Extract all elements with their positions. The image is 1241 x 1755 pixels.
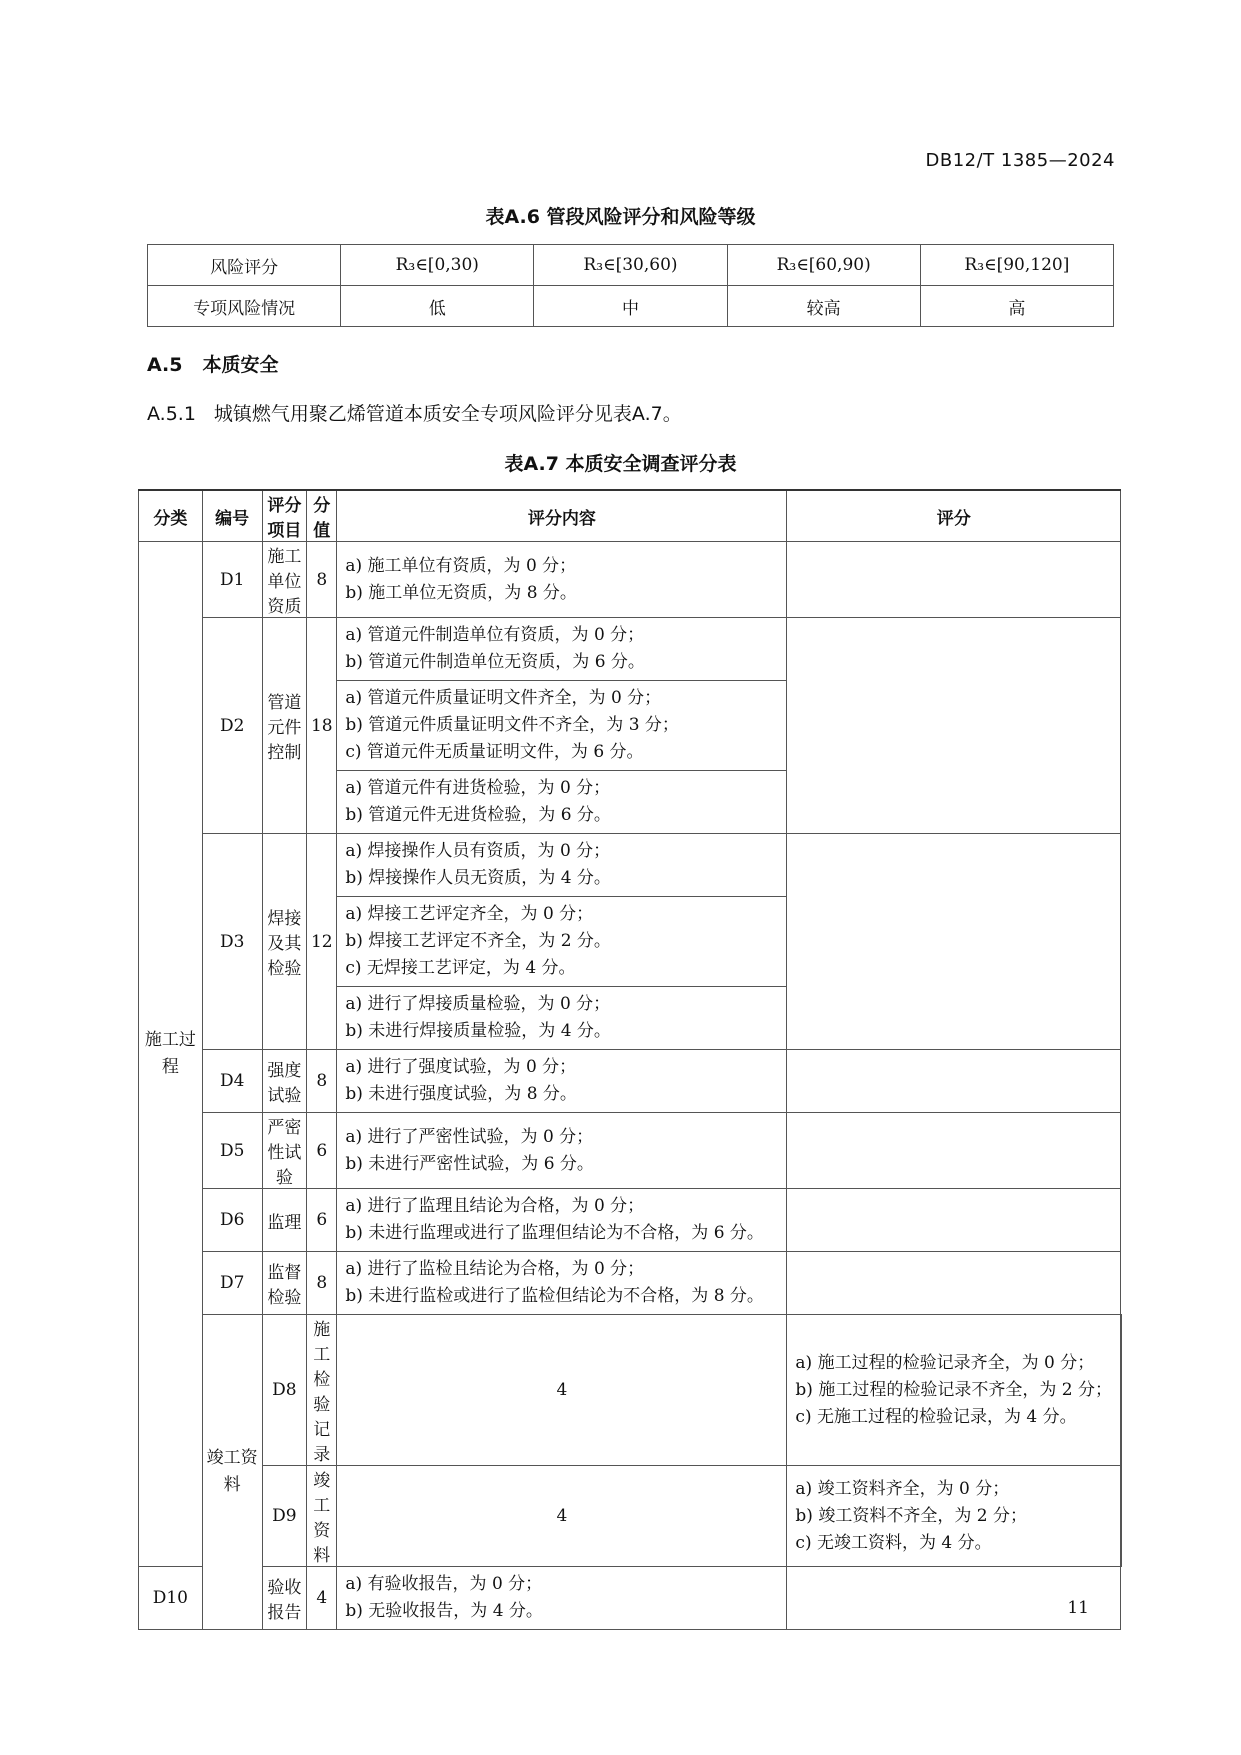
section-title: 本质安全	[202, 354, 279, 376]
item-points: 12	[307, 834, 337, 1050]
score-content: a) 进行了严密性试验，为 0 分； b) 未进行严密性试验，为 6 分。	[337, 1113, 787, 1189]
table-row	[139, 542, 1122, 618]
clause-number: A.5.1	[147, 403, 196, 425]
score-content: a) 进行了监理且结论为合格，为 0 分； b) 未进行监理或进行了监理但结论为不合格，为 6 分。	[337, 1189, 787, 1252]
item-points: 18	[307, 618, 337, 834]
item-code: D3	[202, 834, 262, 1050]
score-range: R₃∈[30,60)	[534, 245, 727, 286]
standard-code: DB12/T 1385—2024	[925, 150, 1115, 171]
score-input-cell[interactable]	[787, 1189, 1121, 1252]
item-code: D5	[202, 1113, 262, 1189]
score-content: a) 施工过程的检验记录齐全，为 0 分； b) 施工过程的检验记录不齐全，为 2 分； c) 无施工过程的检验记录，为 4 分。	[787, 1315, 1121, 1466]
category-cell: 竣工资料	[202, 1315, 262, 1630]
item-name: 施工单位资质	[262, 542, 307, 618]
item-name: 严密性试验	[262, 1113, 307, 1189]
table-row	[139, 1567, 1122, 1630]
table-row	[139, 1113, 1122, 1189]
header-points: 分值	[307, 490, 337, 542]
category-cell: 施工过程	[139, 542, 203, 1567]
score-content: a) 进行了焊接质量检验，为 0 分； b) 未进行焊接质量检验，为 4 分。	[337, 987, 787, 1050]
item-points: 4	[337, 1466, 787, 1567]
header-code: 编号	[202, 490, 262, 542]
header-score: 评分	[787, 490, 1121, 542]
item-code: D6	[202, 1189, 262, 1252]
score-content: a) 焊接操作人员有资质，为 0 分； b) 焊接操作人员无资质，为 4 分。	[337, 834, 787, 897]
risk-level: 较高	[727, 286, 920, 327]
table-row	[139, 834, 1122, 897]
score-input-cell[interactable]	[1121, 1315, 1122, 1466]
table-header-row	[139, 490, 1122, 542]
header-content: 评分内容	[337, 490, 787, 542]
clause-a51	[147, 399, 682, 426]
table-a6-caption: 表A.6 管段风险评分和风险等级	[485, 206, 756, 228]
table-row	[139, 618, 1122, 681]
table-row	[139, 1252, 1122, 1315]
table-row	[148, 286, 1114, 327]
score-content: a) 竣工资料齐全，为 0 分； b) 竣工资料不齐全，为 2 分； c) 无竣工资料，为 4 分。	[787, 1466, 1121, 1567]
item-name: 竣工资料	[307, 1466, 337, 1567]
item-code: D10	[139, 1567, 203, 1630]
score-content: a) 管道元件有进货检验，为 0 分； b) 管道元件无进货检验，为 6 分。	[337, 771, 787, 834]
table-row	[139, 1466, 1122, 1567]
item-name: 施工检验记录	[307, 1315, 337, 1466]
item-points: 6	[307, 1113, 337, 1189]
item-points: 8	[307, 1050, 337, 1113]
item-name: 焊接及其检验	[262, 834, 307, 1050]
item-points: 8	[307, 542, 337, 618]
table-row	[139, 1050, 1122, 1113]
table-row	[148, 245, 1114, 286]
item-points: 6	[307, 1189, 337, 1252]
item-points: 8	[307, 1252, 337, 1315]
table-a7-caption: 表A.7 本质安全调查评分表	[504, 453, 737, 475]
section-heading-a5	[147, 350, 279, 377]
score-content: a) 有验收报告，为 0 分； b) 无验收报告，为 4 分。	[337, 1567, 787, 1630]
item-name: 强度试验	[262, 1050, 307, 1113]
risk-level: 中	[534, 286, 727, 327]
table-row	[139, 1189, 1122, 1252]
score-input-cell[interactable]	[787, 1252, 1121, 1315]
header-item: 评分项目	[262, 490, 307, 542]
score-input-cell[interactable]	[787, 618, 1121, 834]
score-content: a) 进行了监检且结论为合格，为 0 分； b) 未进行监检或进行了监检但结论为不合格，为 8 分。	[337, 1252, 787, 1315]
score-input-cell[interactable]	[787, 834, 1121, 1050]
score-content: a) 进行了强度试验，为 0 分； b) 未进行强度试验，为 8 分。	[337, 1050, 787, 1113]
score-range: R₃∈[90,120]	[920, 245, 1113, 286]
section-number: A.5	[147, 354, 183, 376]
risk-grade-table	[147, 244, 1114, 327]
item-code: D2	[202, 618, 262, 834]
score-range: R₃∈[0,30)	[341, 245, 534, 286]
intrinsic-safety-score-table	[138, 489, 1122, 1630]
item-name: 监督检验	[262, 1252, 307, 1315]
risk-level: 低	[341, 286, 534, 327]
page-number: 11	[1067, 1598, 1089, 1618]
header-category: 分类	[139, 490, 203, 542]
risk-level: 高	[920, 286, 1113, 327]
score-input-cell[interactable]	[1121, 1466, 1122, 1567]
score-range: R₃∈[60,90)	[727, 245, 920, 286]
score-content: a) 施工单位有资质，为 0 分； b) 施工单位无资质，为 8 分。	[337, 542, 787, 618]
item-code: D9	[262, 1466, 307, 1567]
item-code: D7	[202, 1252, 262, 1315]
score-input-cell[interactable]	[787, 1113, 1121, 1189]
item-points: 4	[307, 1567, 337, 1630]
score-input-cell[interactable]	[787, 542, 1121, 618]
table-row	[139, 1315, 1122, 1466]
item-points: 4	[337, 1315, 787, 1466]
score-content: a) 管道元件质量证明文件齐全，为 0 分； b) 管道元件质量证明文件不齐全，为 3 分； c) 管道元件无质量证明文件，为 6 分。	[337, 681, 787, 771]
item-code: D8	[262, 1315, 307, 1466]
row-label: 专项风险情况	[148, 286, 341, 327]
item-name: 管道元件控制	[262, 618, 307, 834]
score-content: a) 管道元件制造单位有资质，为 0 分； b) 管道元件制造单位无资质，为 6 分。	[337, 618, 787, 681]
item-code: D1	[202, 542, 262, 618]
row-label: 风险评分	[148, 245, 341, 286]
item-code: D4	[202, 1050, 262, 1113]
score-input-cell[interactable]	[787, 1050, 1121, 1113]
item-name: 验收报告	[262, 1567, 307, 1630]
score-content: a) 焊接工艺评定齐全，为 0 分； b) 焊接工艺评定不齐全，为 2 分。 c) 无焊接工艺评定，为 4 分。	[337, 897, 787, 987]
item-name: 监理	[262, 1189, 307, 1252]
clause-text: 城镇燃气用聚乙烯管道本质安全专项风险评分见表A.7。	[213, 403, 682, 425]
